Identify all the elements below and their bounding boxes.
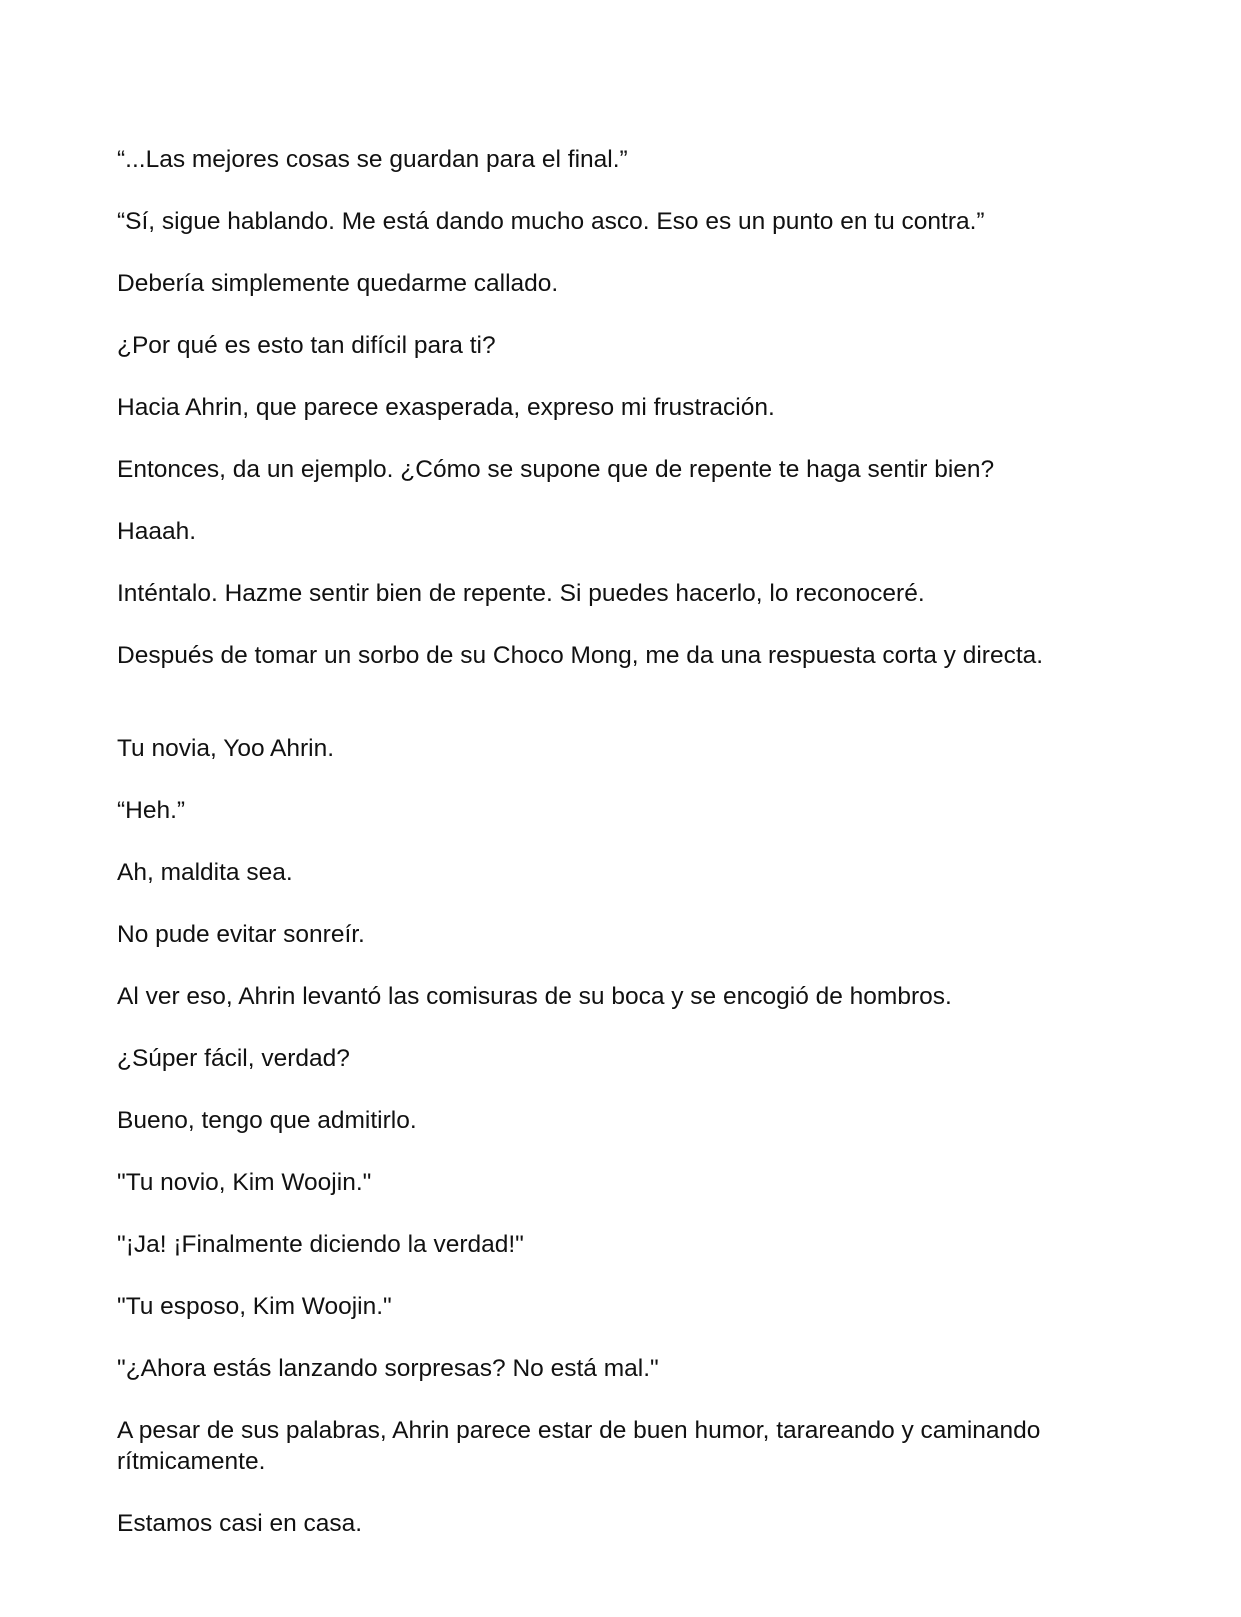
paragraph: No pude evitar sonreír. (117, 921, 365, 948)
paragraph: Entonces, da un ejemplo. ¿Cómo se supone que de repente te haga sentir bien? (117, 456, 995, 483)
paragraph: "Tu novio, Kim Woojin." (117, 1169, 372, 1196)
paragraph: Ah, maldita sea. (117, 859, 293, 886)
paragraph: A pesar de sus palabras, Ahrin parece estar de buen humor, tarareando y caminando rítmicamente. (117, 1417, 1041, 1475)
paragraph: “Sí, sigue hablando. Me está dando mucho asco. Eso es un punto en tu contra.” (117, 208, 985, 235)
paragraph: Hacia Ahrin, que parece exasperada, expreso mi frustración. (117, 394, 775, 421)
paragraph: Después de tomar un sorbo de su Choco Mong, me da una respuesta corta y directa. (117, 642, 1044, 669)
paragraph: Tu novia, Yoo Ahrin. (117, 735, 335, 762)
paragraph: Haaah. (117, 518, 197, 545)
paragraph: "¿Ahora estás lanzando sorpresas? No está mal." (117, 1355, 659, 1382)
paragraph: Estamos casi en casa. (117, 1510, 363, 1537)
paragraph: “Heh.” (117, 797, 186, 824)
paragraph: “...Las mejores cosas se guardan para el final.” (117, 146, 628, 173)
paragraph: "¡Ja! ¡Finalmente diciendo la verdad!" (117, 1231, 524, 1258)
paragraph: ¿Por qué es esto tan difícil para ti? (117, 332, 496, 359)
paragraph: Bueno, tengo que admitirlo. (117, 1107, 417, 1134)
paragraph: "Tu esposo, Kim Woojin." (117, 1293, 392, 1320)
paragraph: Al ver eso, Ahrin levantó las comisuras de su boca y se encogió de hombros. (117, 983, 952, 1010)
paragraph: Inténtalo. Hazme sentir bien de repente. Si puedes hacerlo, lo reconoceré. (117, 580, 925, 607)
paragraph: Debería simplemente quedarme callado. (117, 270, 559, 297)
document-body (117, 144, 1077, 1570)
paragraph: ¿Súper fácil, verdad? (117, 1045, 350, 1072)
